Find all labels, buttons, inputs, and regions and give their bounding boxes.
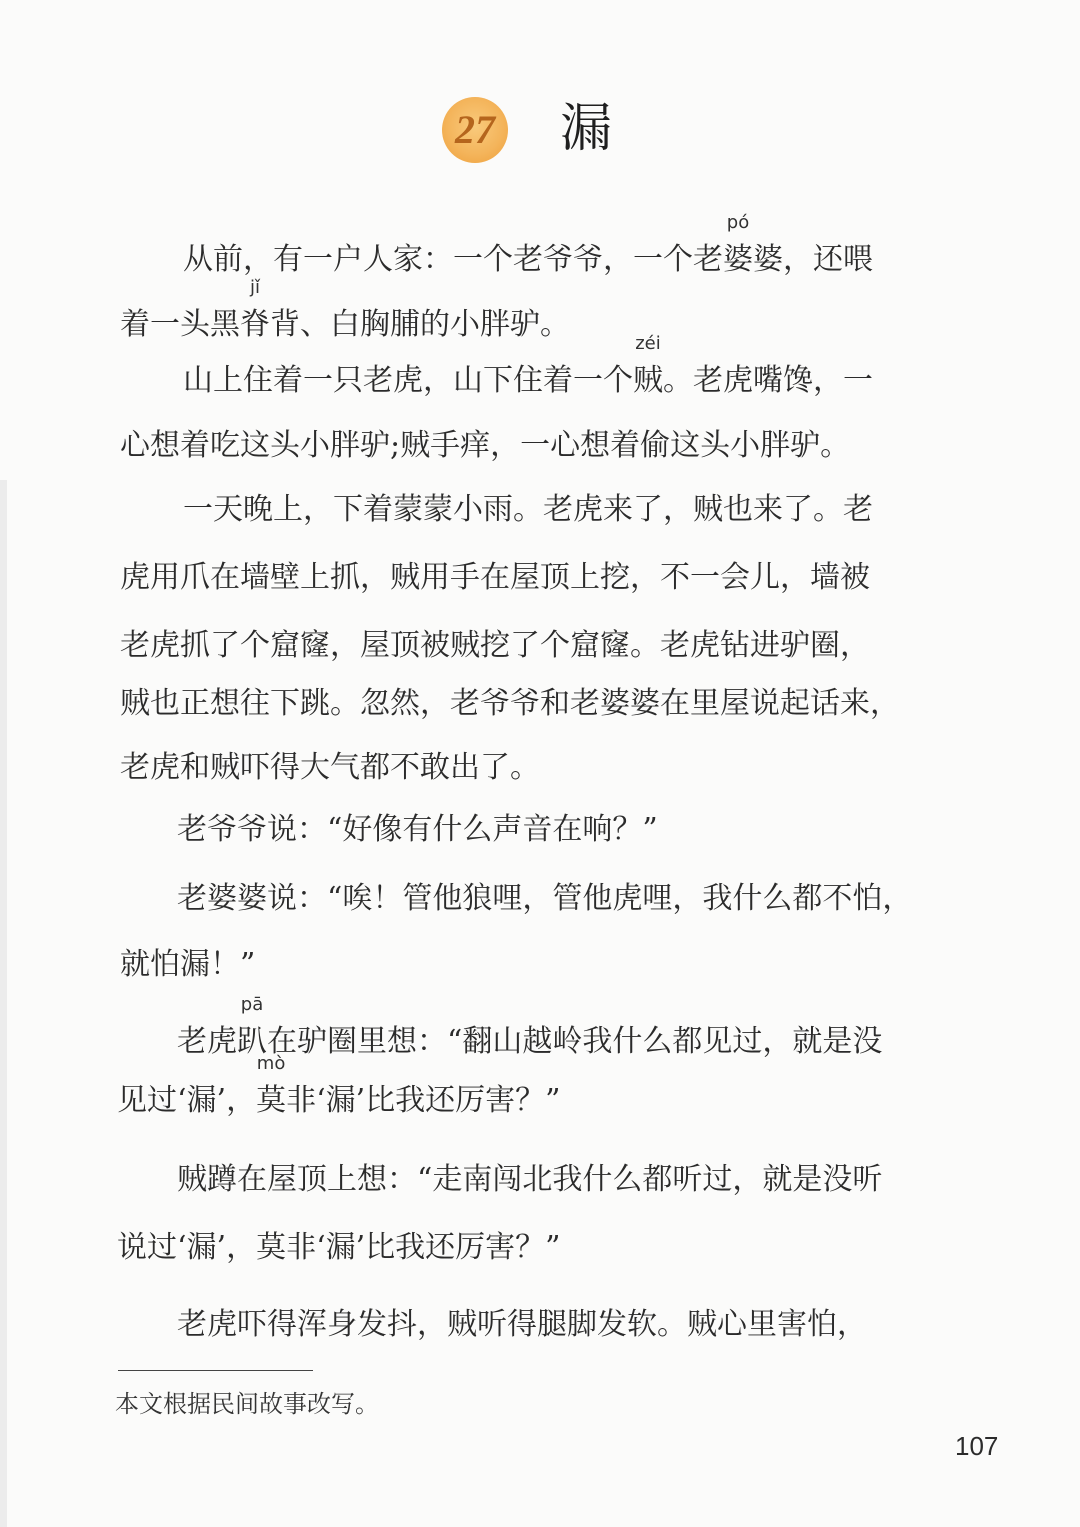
paragraph-3-line-4: 贼也正想往下跳。忽然，老爷爷和老婆婆在里屋说起话来， <box>120 686 900 721</box>
ruby-mo: mò 莫 <box>256 1053 287 1118</box>
paragraph-1-line-1: 从前，有一户人家：一个老爷爷，一个老 pó 婆婆，还喂 <box>183 240 873 280</box>
footnote-divider <box>118 1370 313 1371</box>
ruby-po: pó 婆 <box>723 212 753 277</box>
paragraph-2-line-2: 心想着吃这头小胖驴;贼手痒，一心想着偷这头小胖驴。 <box>120 428 851 463</box>
paragraph-3-line-1: 一天晚上，下着蒙蒙小雨。老虎来了，贼也来了。老 <box>183 492 873 527</box>
lesson-number: 27 <box>455 107 495 152</box>
page-binding-edge <box>0 480 7 1527</box>
paragraph-2-line-1: 山上住着一只老虎，山下住着一个 zéi 贼。老虎嘴馋，一 <box>183 361 873 401</box>
ruby-pa: pā 趴 <box>237 994 267 1059</box>
paragraph-8-line-1: 老虎吓得浑身发抖，贼听得腿脚发软。贼心里害怕， <box>177 1307 867 1342</box>
paragraph-4-line-1: 老爷爷说：“好像有什么声音在响？” <box>177 812 658 847</box>
paragraph-3-line-2: 虎用爪在墙壁上抓，贼用手在屋顶上挖，不一会儿，墙被 <box>120 560 870 595</box>
ruby-zei: zéi 贼 <box>633 333 663 398</box>
paragraph-3-line-3: 老虎抓了个窟窿，屋顶被贼挖了个窟窿。老虎钻进驴圈， <box>120 628 870 663</box>
lesson-number-badge <box>442 97 508 163</box>
pinyin-po: pó <box>726 212 750 233</box>
pinyin-pa: pā <box>240 994 264 1015</box>
pinyin-zei: zéi <box>635 333 661 354</box>
paragraph-6-line-1: 老虎 pā 趴在驴圈里想：“翻山越岭我什么都见过，就是没 <box>177 1022 882 1062</box>
page-number: 107 <box>955 1431 999 1461</box>
paragraph-5-line-1: 老婆婆说：“唉！管他狼哩，管他虎哩，我什么都不怕， <box>177 881 913 916</box>
paragraph-5-line-2: 就怕漏！” <box>120 947 256 982</box>
pinyin-ji: jǐ <box>249 277 261 298</box>
paragraph-6-line-2: 见过‘漏’， mò 莫非‘漏’比我还厉害？” <box>117 1081 561 1121</box>
ruby-ji: jǐ 脊 <box>240 277 270 342</box>
paragraph-1-line-2: 着一头黑 jǐ 脊背、白胸脯的小胖驴。 <box>120 305 570 345</box>
paragraph-7-line-1: 贼蹲在屋顶上想：“走南闯北我什么都听过，就是没听 <box>177 1162 883 1197</box>
paragraph-7-line-2: 说过‘漏’，莫非‘漏’比我还厉害？” <box>117 1230 561 1265</box>
paragraph-3-line-5: 老虎和贼吓得大气都不敢出了。 <box>120 750 540 785</box>
lesson-title: 漏 <box>560 99 613 159</box>
footnote: 本文根据民间故事改写。 <box>115 1390 379 1418</box>
pinyin-mo: mò <box>256 1053 286 1074</box>
